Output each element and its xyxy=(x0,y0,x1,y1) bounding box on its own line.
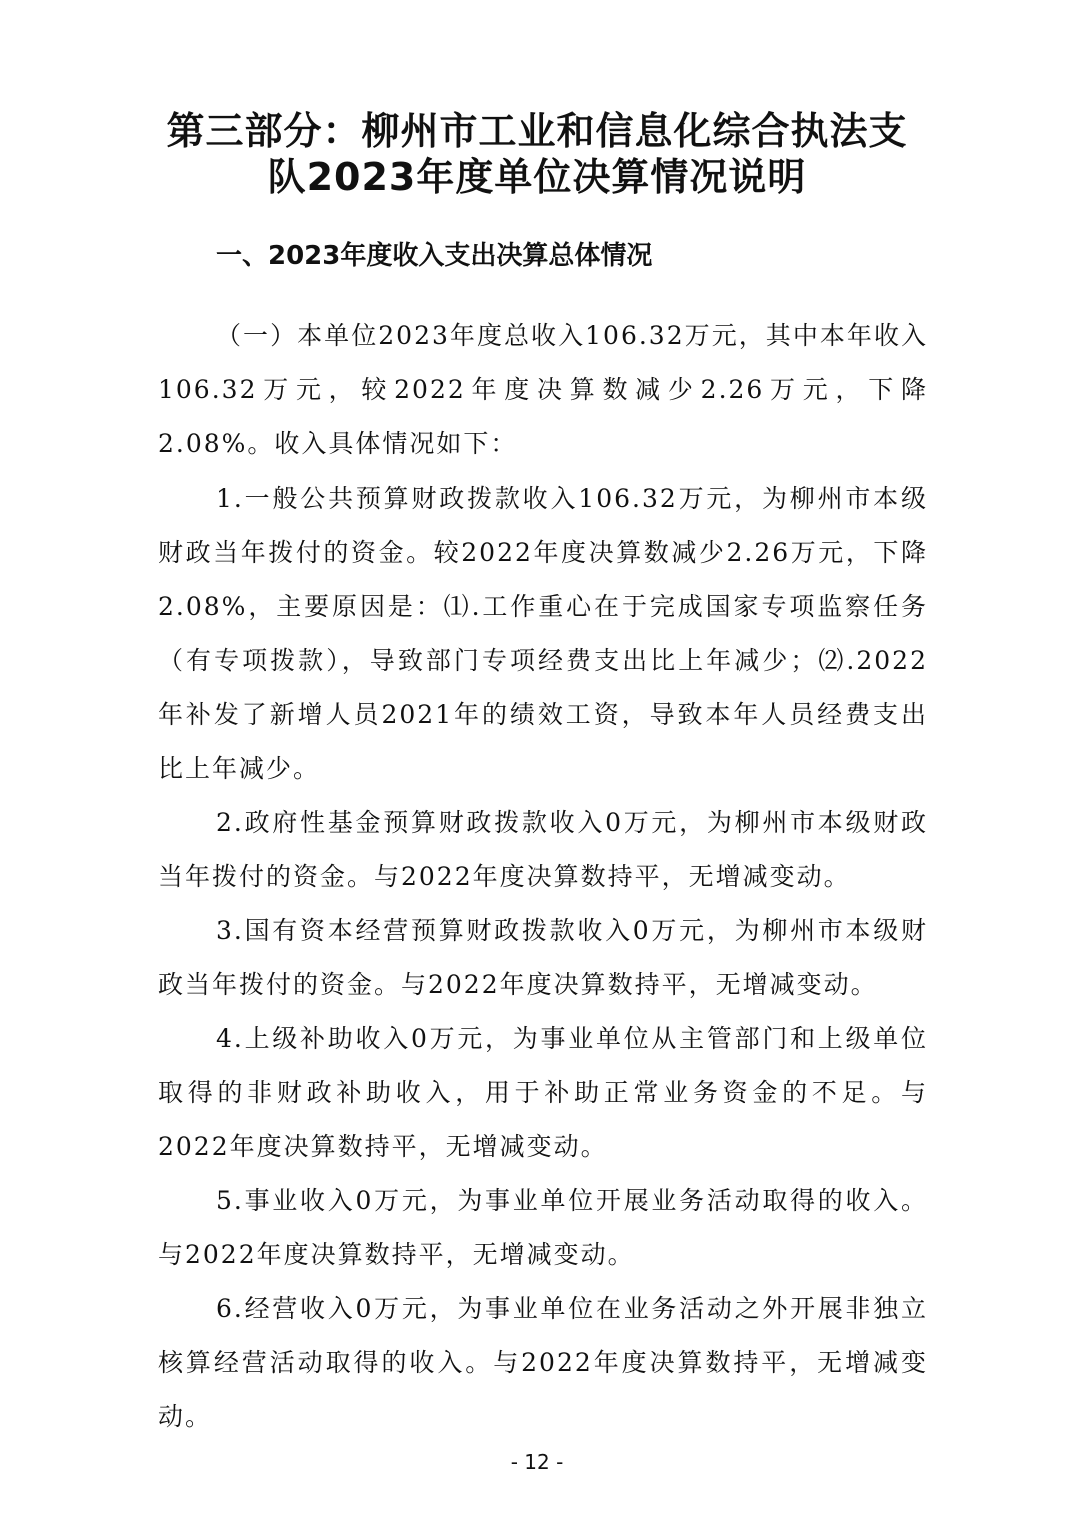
paragraph-general-budget-income: 1.一般公共预算财政拨款收入106.32万元，为柳州市本级财政当年拨付的资金。较2022年度决算数减少2.26万元，下降2.08%，主要原因是：⑴.工作重心在于完成国家专项监察任务（有专项拨款），导致部门专项经费支出比上年减少；⑵.2022年补发了新增人员2021年的绩效工资，导致本年人员经费支出比上年减少。 xyxy=(158,484,928,783)
paragraph-total-income: （一）本单位2023年度总收入106.32万元，其中本年收入106.32万元，较2022年度决算数减少2.26万元，下降2.08%。收入具体情况如下： xyxy=(158,321,928,458)
page-number: - 12 - xyxy=(510,1450,564,1474)
section-heading: 一、2023年度收入支出决算总体情况 xyxy=(216,241,653,271)
title-line-1: 第三部分：柳州市工业和信息化综合执法支 xyxy=(166,109,908,153)
paragraph-superior-subsidy-income: 4.上级补助收入0万元，为事业单位从主管部门和上级单位取得的非财政补助收入，用于补助正常业务资金的不足。与2022年度决算数持平，无增减变动。 xyxy=(158,1024,928,1161)
paragraph-state-capital-income: 3.国有资本经营预算财政拨款收入0万元，为柳州市本级财政当年拨付的资金。与2022年度决算数持平，无增减变动。 xyxy=(158,916,928,999)
title-line-2: 队2023年度单位决算情况说明 xyxy=(267,155,807,199)
document-title xyxy=(120,108,954,200)
paragraph-operating-income: 6.经营收入0万元，为事业单位在业务活动之外开展非独立核算经营活动取得的收入。与2022年度决算数持平，无增减变动。 xyxy=(158,1294,928,1431)
paragraph-business-income: 5.事业收入0万元，为事业单位开展业务活动取得的收入。与2022年度决算数持平，无增减变动。 xyxy=(158,1186,928,1269)
paragraph-government-fund-income: 2.政府性基金预算财政拨款收入0万元，为柳州市本级财政当年拨付的资金。与2022年度决算数持平，无增减变动。 xyxy=(158,808,928,891)
